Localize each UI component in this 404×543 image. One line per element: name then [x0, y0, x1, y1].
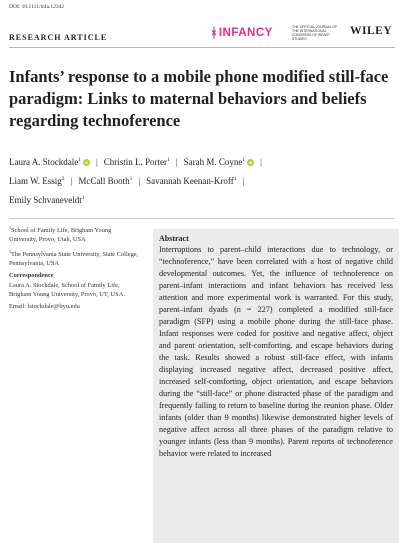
author-affiliation-marker: 1: [81, 195, 85, 201]
author-affiliation-marker: 1: [78, 157, 81, 163]
author-affiliation-marker: 2: [61, 176, 65, 182]
correspondence-address: Laura A. Stockdale, School of Family Life, Brigham Young University, Provo, UT, USA.: [9, 281, 125, 298]
orcid-icon[interactable]: iD: [248, 160, 253, 165]
society-logo-text: THE OFFICIAL JOURNAL OF THE INTERNATIONAL CONGRESS OF INFANT STUDIES: [292, 25, 338, 41]
author-affiliation-marker: 1: [129, 176, 133, 182]
author-affiliation-marker: 1: [167, 157, 170, 163]
author-separator: |: [260, 157, 262, 167]
author-separator: |: [175, 157, 178, 167]
author-name[interactable]: Savannah Keenan-Kroff$^1$: [146, 176, 237, 186]
author-name[interactable]: Laura A. Stockdale$^1$ iD: [9, 157, 89, 167]
author-name[interactable]: Sarah M. Coyne$^1$ iD: [183, 157, 253, 167]
doi-text: DOI: 10.1111/infa.12342: [9, 4, 65, 10]
author-separator: |: [138, 176, 141, 186]
author-list: [9, 152, 399, 209]
orcid-icon[interactable]: iD: [84, 160, 89, 165]
infancy-logo-word: INFANCY: [218, 26, 273, 39]
author-separator: |: [242, 176, 245, 186]
publisher-logo: WILEY: [350, 25, 393, 37]
author-affiliation-marker: 1: [233, 176, 237, 182]
infancy-logo: [210, 25, 273, 40]
affiliation-1: $^1$School of Family Life, Brigham Young University, Provo, Utah, USA: [9, 225, 112, 243]
correspondence-email[interactable]: Email: lstockdale@byu.edu: [9, 303, 80, 311]
author-name[interactable]: Emily Schvaneveldt$^1$: [9, 195, 85, 205]
abstract-body: Interruptions to parent–child interactions due to technology, or “technoference,” have been correlated with a host of negative child developmental outcomes. Yet, the influence of technoference on parent–infant interactions and infant behaviors has received less attention and more experimental work is warranted. For this study, parent–infant dyads (n = 227) completed a modified still-face paradigm (SFP) using a mobile phone during the still-face phase. Infant responses were coded for positive and negative affect, object and parent orientation, self-comforting, and escape behaviors during the task. Results showed a robust still-face effect, with infants displaying increased negative affect, decreased positive affect, increased self-comforting, object orientation, and escape behaviors during the “still-face” or phone distracted phase of the paradigm and frequently failing to return to baseline during the reunion phase. Older infants (older than 9 months) likewise demonstrated higher levels of negative affect across all three phases of the paradigm relative to younger infants (less than 9 months). Parent reports of technoference behavior were related to increased: [159, 245, 393, 458]
author-affiliation-marker: 1: [242, 157, 246, 163]
abstract-box: [153, 229, 399, 543]
author-name[interactable]: Liam W. Essig$^2$: [9, 176, 65, 186]
author-name[interactable]: McCall Booth$^1$: [78, 176, 133, 186]
infancy-logo-icon: ᚼ: [210, 25, 218, 40]
section-label: RESEARCH ARTICLE: [9, 33, 108, 42]
article-title: Infants’ response to a mobile phone modified still-face paradigm: Links to maternal behaviors and beliefs regarding technoference: [9, 67, 389, 130]
correspondence-heading: Correspondence: [9, 272, 54, 280]
author-separator: |: [70, 176, 73, 186]
header-divider: [9, 47, 395, 48]
affiliations: [9, 224, 139, 316]
section-divider: [9, 218, 395, 219]
abstract-heading: Abstract: [159, 234, 189, 243]
author-separator: |: [95, 157, 98, 167]
affiliation-2: $^2$The Pennsylvania State University, State College, Pennsylvania, USA: [9, 249, 139, 267]
author-name[interactable]: Christin L. Porter$^1$: [103, 157, 170, 167]
